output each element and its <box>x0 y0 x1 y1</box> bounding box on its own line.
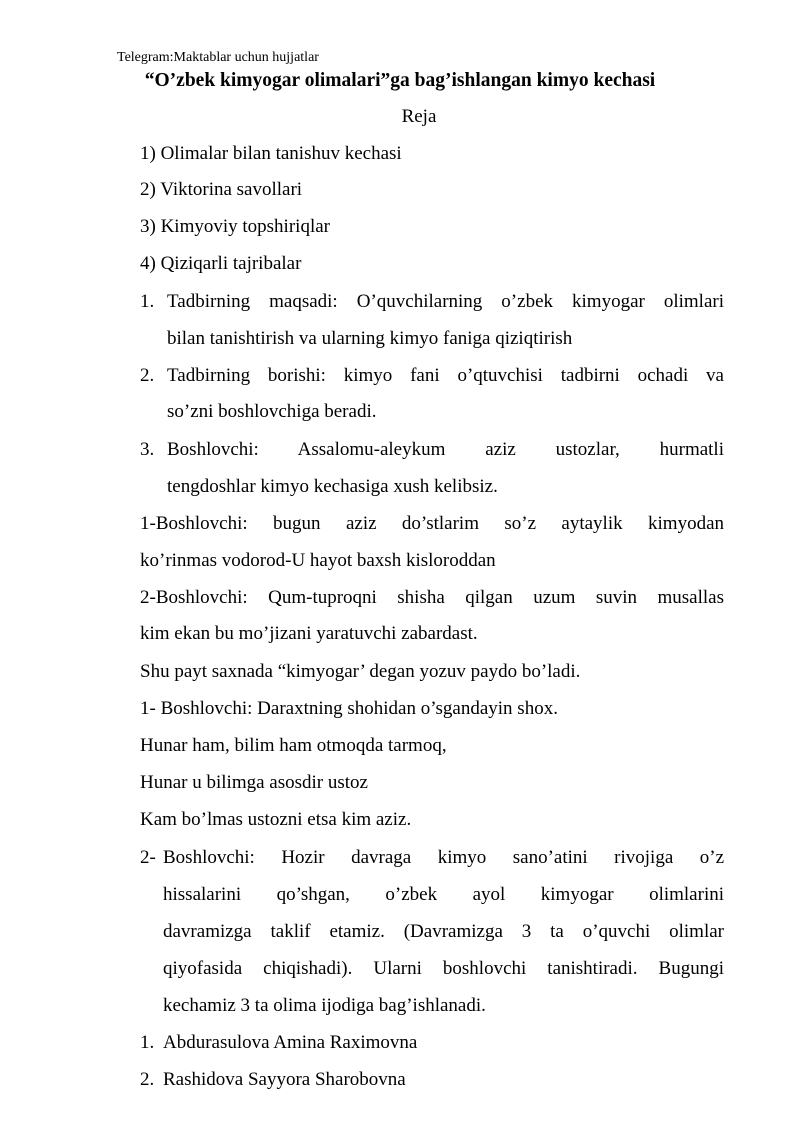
paragraph-line: kim ekan bu mo’jizani yaratuvchi zabardast. <box>140 623 478 644</box>
paragraph-line: Shu payt saxnada “kimyogar’ degan yozuv paydo bo’ladi. <box>140 661 581 682</box>
list-item-line: tengdoshlar kimyo kechasiga xush kelibsiz. <box>167 476 498 497</box>
list-number: 2. <box>140 365 155 386</box>
list-number: 1. <box>140 291 155 312</box>
plan-heading: Reja <box>401 106 437 127</box>
list-item-line: Tadbirning borishi: kimyo fani o’qtuvchisi tadbirni ochadi va <box>167 365 724 386</box>
list-item-line: so’zni boshlovchiga beradi. <box>167 401 377 422</box>
scientist-name: Rashidova Sayyora Sharobovna <box>163 1069 406 1090</box>
poem-line: Hunar ham, bilim ham otmoqda tarmoq, <box>140 735 447 756</box>
plan-item: 4) Qiziqarli tajribalar <box>140 253 302 274</box>
paragraph-line: 1- Boshlovchi: Daraxtning shohidan o’sgandayin shox. <box>140 698 558 719</box>
paragraph-line: ko’rinmas vodorod-U hayot baxsh kisloroddan <box>140 550 496 571</box>
list-number: 3. <box>140 439 155 460</box>
plan-item: 2) Viktorina savollari <box>140 179 303 200</box>
paragraph-line: 2-Boshlovchi: Qum-tuproqni shisha qilgan uzum suvin musallas <box>140 587 724 608</box>
list-item-line: Boshlovchi: Assalomu-aleykum aziz ustozlar, hurmatli <box>167 439 724 460</box>
plan-item: 1) Olimalar bilan tanishuv kechasi <box>140 143 402 164</box>
poem-line: Kam bo’lmas ustozni etsa kim aziz. <box>140 809 412 830</box>
list-item-line: Tadbirning maqsadi: O’quvchilarning o’zbek kimyogar olimlari <box>167 291 724 312</box>
list-item-line: kechamiz 3 ta olima ijodiga bag’ishlanadi. <box>163 995 486 1016</box>
list-number: 2. <box>140 1069 155 1090</box>
poem-line: Hunar u bilimga asosdir ustoz <box>140 772 368 793</box>
list-item-line: bilan tanishtirish va ularning kimyo faniga qiziqtirish <box>167 328 573 349</box>
paragraph-line: 1-Boshlovchi: bugun aziz do’stlarim so’z aytaylik kimyodan <box>140 513 724 534</box>
header-note: Telegram:Maktablar uchun hujjatlar <box>117 50 319 65</box>
list-item-line: Boshlovchi: Hozir davraga kimyo sano’atini rivojiga o’z <box>163 847 724 868</box>
list-number: 1. <box>140 1032 155 1053</box>
list-item-line: davramizga taklif etamiz. (Davramizga 3 ta o’quvchi olimlar <box>163 921 724 942</box>
list-item-line: qiyofasida chiqishadi). Ularni boshlovchi tanishtiradi. Bugungi <box>163 958 724 979</box>
scientist-name: Abdurasulova Amina Raximovna <box>163 1032 418 1053</box>
list-number: 2- <box>140 847 156 868</box>
document-title: “O’zbek kimyogar olimalari”ga bag’ishlangan kimyo kechasi <box>144 70 656 91</box>
plan-item: 3) Kimyoviy topshiriqlar <box>140 216 330 237</box>
list-item-line: hissalarini qo’shgan, o’zbek ayol kimyogar olimlarini <box>163 884 724 905</box>
